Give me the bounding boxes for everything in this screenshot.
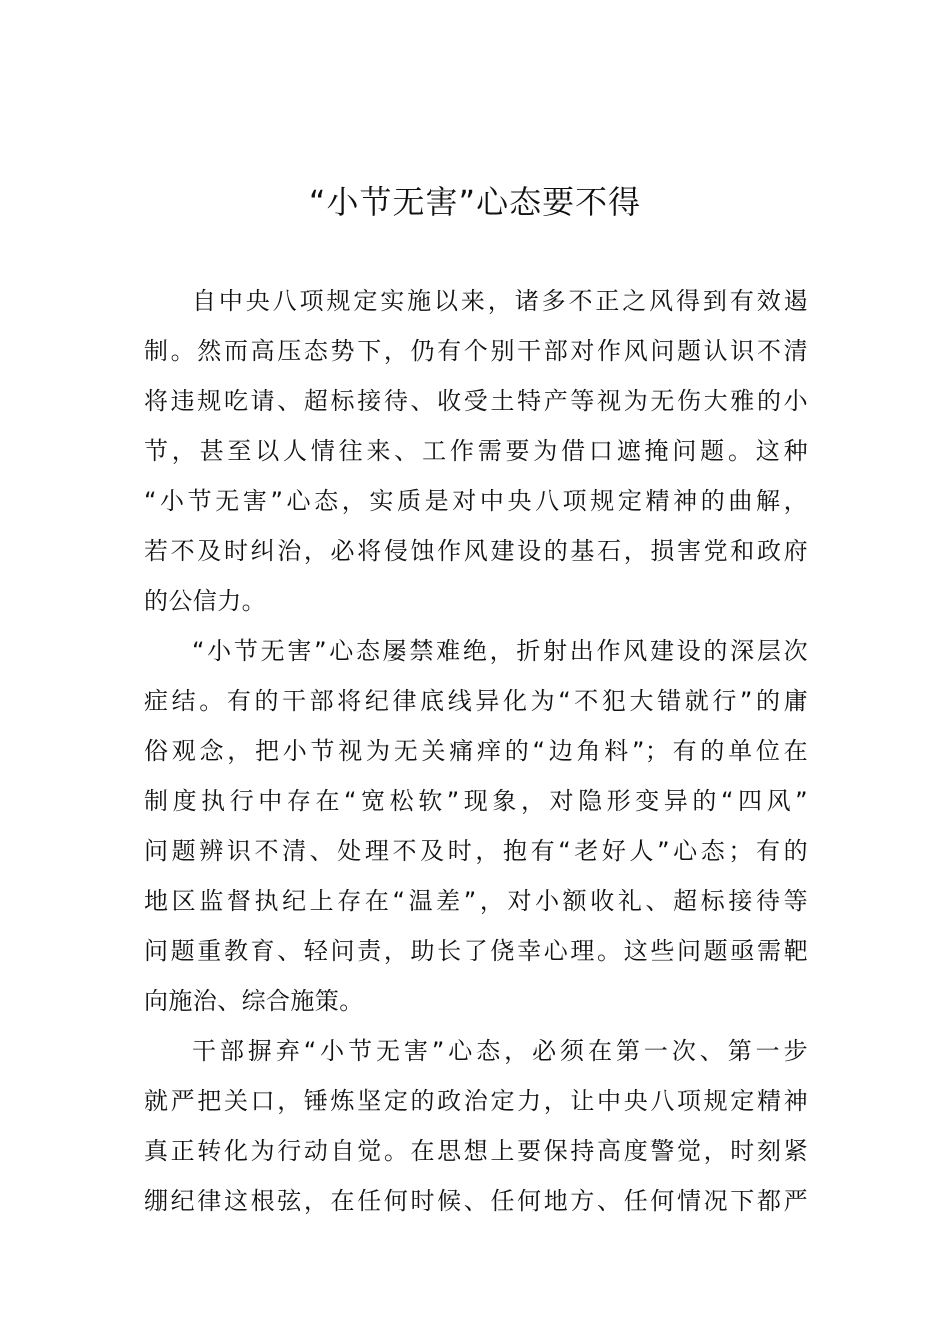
- text-line: “小节无害”心态屡禁难绝，折射出作风建设的深层次: [192, 637, 808, 665]
- text-line: 的公信力。: [144, 587, 266, 615]
- text-line: “小节无害”心态，实质是对中央八项规定精神的曲解，: [144, 487, 808, 515]
- text-line: 干部摒弃“小节无害”心态，必须在第一次、第一步: [192, 1037, 808, 1065]
- document-title: “小节无害”心态要不得: [308, 183, 642, 221]
- text-line: 制度执行中存在“宽松软”现象，对隐形变异的“四风”: [144, 787, 808, 815]
- paragraph-3: [144, 1026, 808, 1226]
- paragraph-1: [144, 276, 808, 626]
- paragraph-2: [144, 626, 808, 1026]
- text-line: 制。然而高压态势下，仍有个别干部对作风问题认识不清: [144, 337, 808, 365]
- text-line: 绷纪律这根弦，在任何时候、任何地方、任何情况下都严: [144, 1187, 808, 1215]
- text-line: 自中央八项规定实施以来，诸多不正之风得到有效遏: [192, 287, 808, 315]
- text-line: 向施治、综合施策。: [144, 987, 364, 1015]
- text-line: 问题重教育、轻问责，助长了侥幸心理。这些问题亟需靶: [144, 937, 808, 965]
- text-line: 若不及时纠治，必将侵蚀作风建设的基石，损害党和政府: [144, 537, 808, 565]
- document-body: [144, 276, 808, 1226]
- text-line: 问题辨识不清、处理不及时，抱有“老好人”心态；有的: [144, 837, 808, 865]
- text-line: 将违规吃请、超标接待、收受土特产等视为无伤大雅的小: [144, 387, 808, 415]
- text-line: 俗观念，把小节视为无关痛痒的“边角料”；有的单位在: [144, 737, 808, 765]
- text-line: 节，甚至以人情往来、工作需要为借口遮掩问题。这种: [144, 437, 808, 465]
- text-line: 地区监督执纪上存在“温差”，对小额收礼、超标接待等: [144, 887, 808, 915]
- text-line: 就严把关口，锤炼坚定的政治定力，让中央八项规定精神: [144, 1087, 808, 1115]
- text-line: 真正转化为行动自觉。在思想上要保持高度警觉，时刻紧: [144, 1137, 808, 1165]
- text-line: 症结。有的干部将纪律底线异化为“不犯大错就行”的庸: [144, 687, 808, 715]
